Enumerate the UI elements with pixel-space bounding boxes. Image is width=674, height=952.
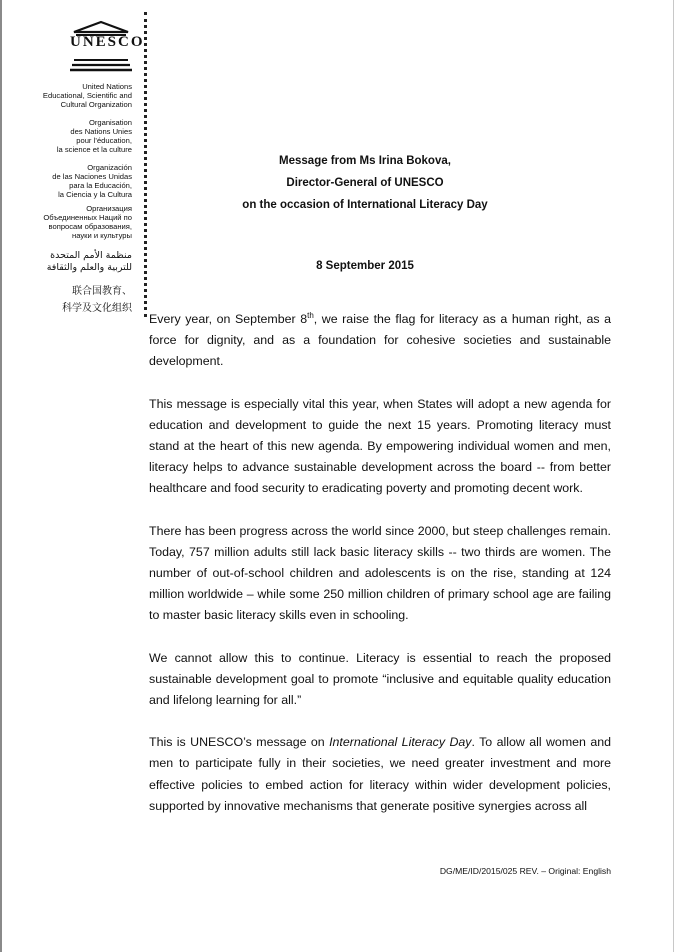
paragraph-5: This is UNESCO’s message on International Literacy Day. To allow all women and men to participate fully in their societies, we need greater investment and more effective policies to embed action for literacy within wider development policies, supported by innovative mechanisms that generate positive synergies across all xyxy=(149,735,611,813)
unesco-logo xyxy=(70,20,145,74)
paragraph-4: We cannot allow this to continue. Literacy is essential to reach the proposed sustainable development goal to promote “inclusive and equitable quality education and lifelong learning for all.” xyxy=(149,650,611,708)
document-reference: DG/ME/ID/2015/025 REV. – Original: English xyxy=(439,866,611,876)
org-name-chinese: 联合国教育、 科学及文化组织 xyxy=(62,286,132,314)
message-title xyxy=(150,150,580,216)
org-name-french: Organisation des Nations Unies pour l’éducation, la science et la culture xyxy=(56,118,132,154)
org-name-english: United Nations Educational, Scientific and Cultural Organization xyxy=(42,82,132,109)
paragraph-1: Every year, on September 8th, we raise the flag for literacy as a human right, as a force for dignity, and as a foundation for cohesive societies and sustainable development. xyxy=(149,310,611,369)
title-line-2: Director-General of UNESCO xyxy=(286,177,444,189)
org-name-spanish: Organización de las Naciones Unidas para la Educación, la Ciencia y la Cultura xyxy=(52,163,132,199)
title-line-1: Message from Ms Irina Bokova, xyxy=(279,155,451,167)
message-body xyxy=(149,309,611,838)
paragraph-2: This message is especially vital this year, when States will adopt a new agenda for education and development to guide the next 15 years. Promoting literacy must stand at the heart of this new agenda. By empowering individual women and men, literacy helps to advance sustainable development across the board -- from better healthcare and food security to eradicating poverty and promoting decent work. xyxy=(149,396,611,496)
message-date: 8 September 2015 xyxy=(316,260,414,272)
page-left-edge xyxy=(0,0,2,952)
org-name-russian: Организация Объединенных Наций по вопросам образования, науки и культуры xyxy=(43,204,132,240)
logo-wordmark: UNESCO xyxy=(70,34,145,50)
title-line-3: on the occasion of International Literacy Day xyxy=(242,199,488,211)
org-name-arabic: منظمة الأمم المتحدة للتربية والعلم والثقافة xyxy=(46,250,132,273)
paragraph-3: There has been progress across the world since 2000, but steep challenges remain. Today, 757 million adults still lack basic literacy skills -- two thirds are women. The number of out-of-school children and adolescents is on the rise, standing at 124 million worldwide – while some 250 million children of primary school age are failing to master basic literacy skills even in schooling. xyxy=(149,523,611,623)
